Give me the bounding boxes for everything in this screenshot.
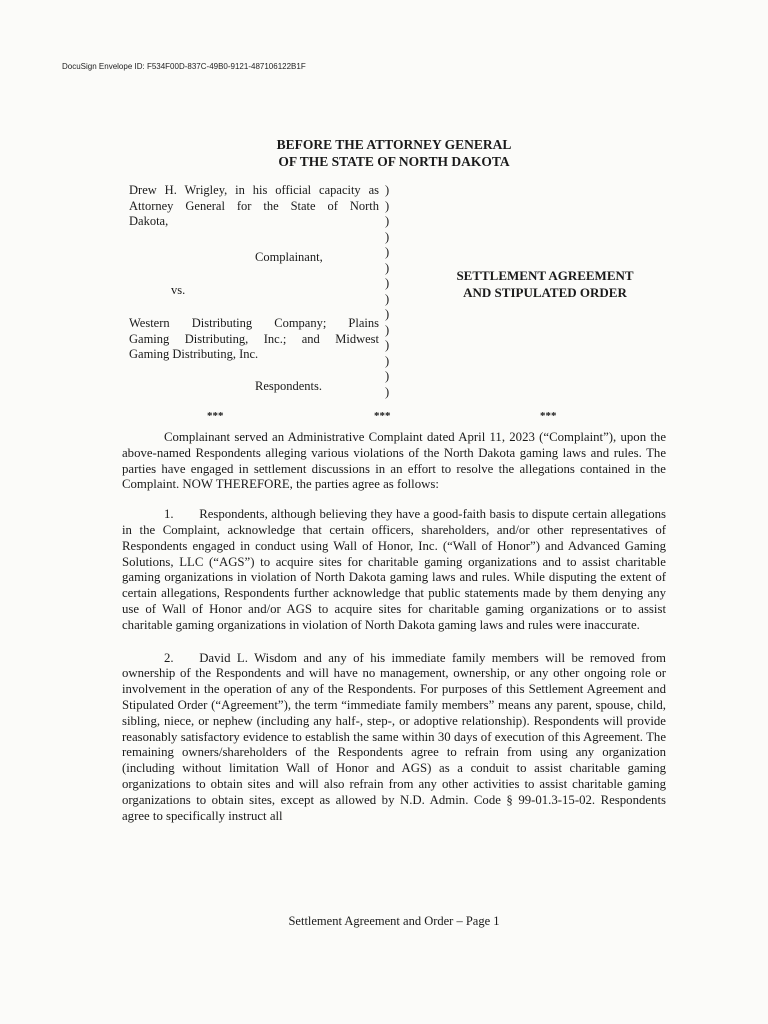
document-heading	[0, 136, 768, 170]
intro-paragraph: Complainant served an Administrative Complaint dated April 11, 2023 (“Complaint”), upon the above-named Respondents alleging various violations of the North Dakota gaming laws and rules. The parties have engaged in settlement discussions in an effort to resolve the allegations contained in the Complaint. NOW THEREFORE, the parties agree as follows:	[122, 430, 666, 492]
caption-paren: )	[385, 338, 390, 352]
paragraph-1: 1. Respondents, although believing they have a good-faith basis to dispute certain allegations in the Complaint, acknowledge that certain officers, shareholders, and/or other representatives of Respondents engaged in conduct using Wall of Honor, Inc. (“Wall of Honor”) and Advanced Gaming Solutions, LLC (“AGS”) to acquire sites for charitable gaming organizations and to assist charitable gaming organizations in violation of North Dakota gaming laws and rules. While disputing the extent of certain allegations, Respondents further acknowledge that public statements made by them denying any use of Wall of Honor and/or AGS to acquire sites for charitable gaming organizations or to assist charitable gaming organizations in violation of North Dakota gaming laws and rules were inaccurate.	[122, 507, 666, 632]
respondents-label: Respondents.	[255, 379, 323, 393]
docusign-envelope-id: DocuSign Envelope ID: F534F00D-837C-49B0-9121-487106122B1F	[62, 62, 306, 71]
document-title	[430, 267, 660, 301]
complainant-line-1: Drew H. Wrigley, in his official capacity as	[129, 183, 379, 197]
caption-paren: )	[385, 291, 390, 306]
caption-paren: )	[385, 183, 390, 197]
caption-paren: )	[385, 384, 390, 399]
caption-paren: )	[385, 229, 390, 244]
separator-stars: ***	[207, 410, 224, 422]
caption-paren: )	[385, 214, 390, 228]
title-line-1: SETTLEMENT AGREEMENT	[456, 268, 634, 283]
caption-paren-column	[385, 183, 389, 400]
caption-paren: )	[385, 245, 390, 259]
caption-paren: )	[385, 369, 390, 383]
caption-paren: )	[385, 276, 390, 290]
complainant-label: Complainant,	[255, 250, 323, 264]
separator-stars: ***	[540, 410, 557, 422]
case-caption-parties	[129, 183, 379, 393]
agreement-body	[122, 430, 666, 841]
caption-paren: )	[385, 307, 390, 321]
heading-line-2: OF THE STATE OF NORTH DAKOTA	[278, 154, 510, 169]
caption-paren: )	[385, 322, 390, 337]
separator-stars: ***	[374, 410, 391, 422]
caption-paren: )	[385, 260, 390, 275]
title-line-2: AND STIPULATED ORDER	[463, 285, 627, 300]
caption-paren: )	[385, 353, 390, 368]
heading-line-1: BEFORE THE ATTORNEY GENERAL	[276, 137, 512, 152]
paragraph-2: 2. David L. Wisdom and any of his immediate family members will be removed from ownership of the Respondents and will have no management, ownership, or any other ongoing role or involvement in the operation of any of the Respondents. For purposes of this Settlement Agreement and Stipulated Order (“Agreement”), the term “immediate family members” means any parent, spouse, child, sibling, niece, or nephew (including any half-, step-, or adoptive relationship). Respondents will provide reasonably satisfactory evidence to establish the same within 30 days of execution of this Agreement. The remaining owners/shareholders of the Respondents agree to refrain from using any organization (including without limitation Wall of Honor and AGS) as a conduit to assist charitable gaming organizations to obtain sites and will also refrain from any other activities to assist charitable gaming organizations to obtain sites, except as allowed by N.D. Admin. Code § 99-01.3-15-02. Respondents agree to specifically instruct all	[122, 650, 666, 823]
respondent-line-2: Gaming Distributing, Inc.; and Midwest	[129, 331, 379, 346]
versus-label: vs.	[171, 283, 186, 297]
caption-paren: )	[385, 198, 390, 213]
respondent-line-1: Western Distributing Company; Plains	[129, 316, 379, 330]
respondent-names	[129, 316, 379, 363]
complainant-line-3: Dakota,	[129, 214, 169, 228]
page-footer: Settlement Agreement and Order – Page 1	[288, 914, 500, 928]
respondent-line-3: Gaming Distributing, Inc.	[129, 347, 259, 361]
complainant-line-2: Attorney General for the State of North	[129, 198, 379, 213]
